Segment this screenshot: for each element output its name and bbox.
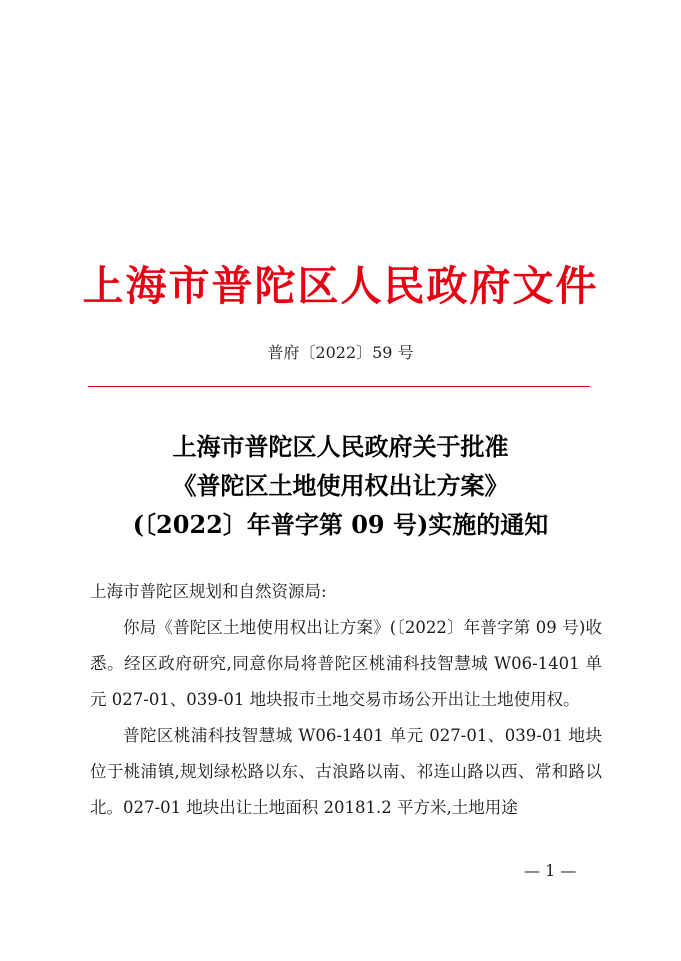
title-line-2: 《普陀区土地使用权出让方案》 (172, 471, 509, 500)
paragraph-1: 你局《普陀区土地使用权出让方案》(〔2022〕年普字第 09 号)收悉。经区政府研究,同意你局将普陀区桃浦科技智慧城 W06-1401 单元 027-01、039-01 地块报市土地交易市场公开出让土地使用权。 (90, 618, 602, 709)
document-number: 普府〔2022〕59 号 (267, 343, 414, 362)
notice-title (0, 427, 681, 544)
title-line-3: (〔2022〕年普字第 09 号)实施的通知 (132, 510, 549, 539)
red-divider-line (88, 386, 590, 387)
document-body (90, 574, 602, 826)
title-line-1: 上海市普陀区人民政府关于批准 (172, 432, 509, 461)
salutation: 上海市普陀区规划和自然资源局: (90, 582, 327, 601)
document-masthead: 上海市普陀区人民政府文件 (82, 262, 599, 310)
paragraph-2: 普陀区桃浦科技智慧城 W06-1401 单元 027-01、039-01 地块位于桃浦镇,规划绿松路以东、古浪路以南、祁连山路以西、常和路以北。027-01 地块出让土地面积 20181.2 平方米,土地用途 (90, 726, 602, 817)
page-number: — 1 — (524, 861, 577, 880)
